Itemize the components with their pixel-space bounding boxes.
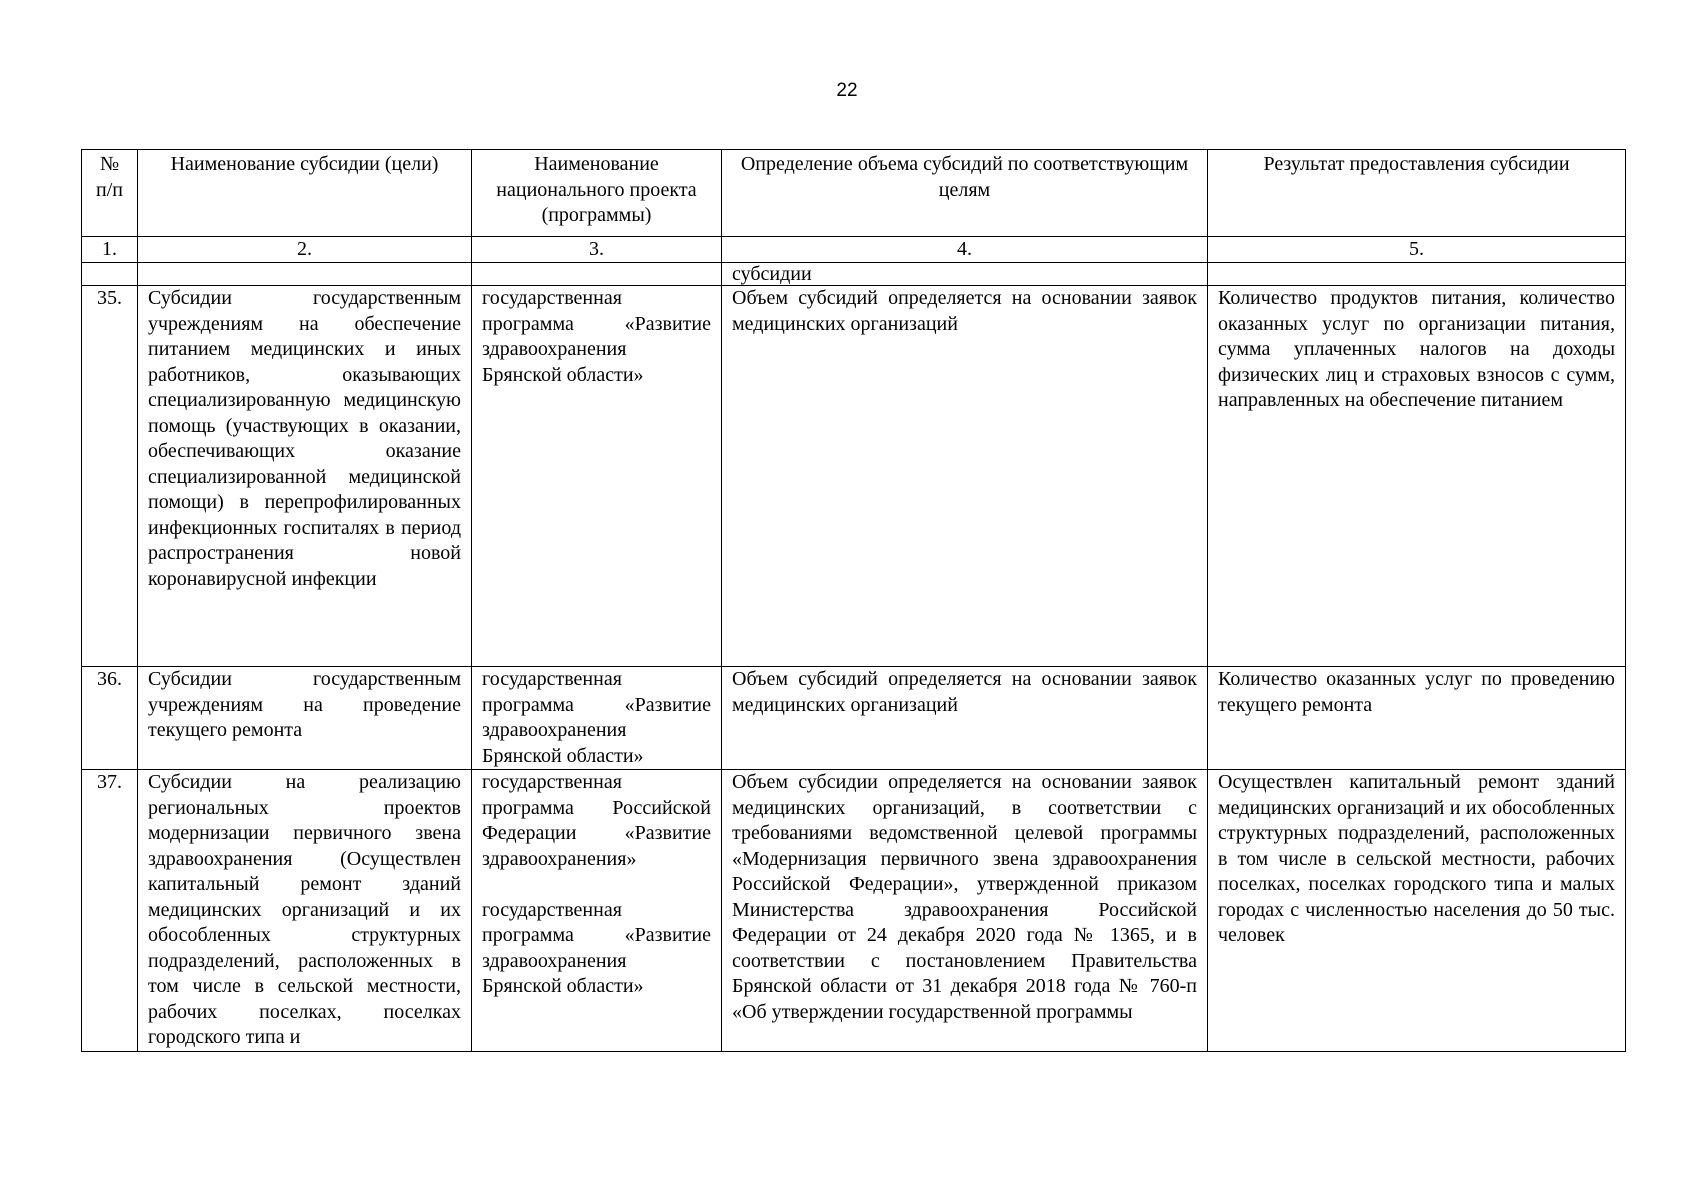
header-national-project: Наименование национального проекта (программы) bbox=[472, 150, 722, 237]
column-number: 2. bbox=[138, 237, 472, 263]
page-number: 22 bbox=[836, 80, 858, 101]
subsidy-table bbox=[81, 149, 1626, 1052]
row-number: 35. bbox=[82, 286, 138, 667]
subsidy-name-cell: Субсидии на реализацию региональных проектов модернизации первичного звена здравоохранения (Осуществлен капитальный ремонт зданий медицинских организаций и их обособленных структурных подразделений, расположенных в том числе в сельской местности, рабочих поселках, поселках городского типа и bbox=[138, 770, 472, 1052]
result-cell: Количество оказанных услуг по проведению текущего ремонта bbox=[1208, 667, 1626, 770]
volume-cell: Объем субсидий определяется на основании заявок медицинских организаций bbox=[722, 286, 1208, 667]
header-number: № п/п bbox=[82, 150, 138, 237]
volume-cell: Объем субсидии определяется на основании заявок медицинских организаций, в соответствии с требованиями ведомственной целевой программы «Модернизация первичного звена здравоохранения Российской Федерации», утвержденной приказом Министерства здравоохранения Российской Федерации от 24 декабря 2020 года № 1365, и в соответствии с постановлением Правительства Брянской области от 31 декабря 2018 года № 760-п «Об утверждении государственной программы bbox=[722, 770, 1208, 1052]
volume-cell: Объем субсидий определяется на основании заявок медицинских организаций bbox=[722, 667, 1208, 770]
column-number: 3. bbox=[472, 237, 722, 263]
project-cell: государственная программа «Развитие здравоохранения Брянской области» bbox=[472, 286, 722, 667]
header-volume-determination: Определение объема субсидий по соответствующим целям bbox=[722, 150, 1208, 237]
column-number-row bbox=[82, 237, 1626, 263]
project-text-federal: государственная программа Российской Федерации «Развитие здравоохранения» bbox=[482, 771, 711, 870]
table-row bbox=[82, 770, 1626, 1052]
row-number: 36. bbox=[82, 667, 138, 770]
continuation-text: субсидии bbox=[722, 263, 1208, 286]
row-number: 37. bbox=[82, 770, 138, 1052]
column-number: 1. bbox=[82, 237, 138, 263]
table-row bbox=[82, 286, 1626, 667]
continuation-row bbox=[82, 263, 1626, 286]
table-row bbox=[82, 667, 1626, 770]
subsidy-name-cell: Субсидии государственным учреждениям на проведение текущего ремонта bbox=[138, 667, 472, 770]
result-cell: Количество продуктов питания, количество оказанных услуг по организации питания, сумма уплаченных налогов на доходы физических лиц и страховых взносов с сумм, направленных на обеспечение питанием bbox=[1208, 286, 1626, 667]
project-cell: государственная программа «Развитие здравоохранения Брянской области» bbox=[472, 667, 722, 770]
project-text-regional: государственная программа «Развитие здравоохранения Брянской области» bbox=[482, 898, 711, 997]
column-number: 4. bbox=[722, 237, 1208, 263]
column-number: 5. bbox=[1208, 237, 1626, 263]
result-cell: Осуществлен капитальный ремонт зданий медицинских организаций и их обособленных структурных подразделений, расположенных в том числе в сельской местности, рабочих поселках, поселках городского типа и малых городах с численностью населения до 50 тыс. человек bbox=[1208, 770, 1626, 1052]
header-subsidy-name: Наименование субсидии (цели) bbox=[138, 150, 472, 237]
header-result: Результат предоставления субсидии bbox=[1208, 150, 1626, 237]
project-cell bbox=[472, 770, 722, 1052]
subsidy-name-cell: Субсидии государственным учреждениям на обеспечение питанием медицинских и иных работников, оказывающих специализированную медицинскую помощь (участвующих в оказании, обеспечивающих оказание специализированной медицинской помощи) в перепрофилированных инфекционных госпиталях в период распространения новой коронавирусной инфекции bbox=[138, 286, 472, 667]
table-header-row bbox=[82, 150, 1626, 237]
